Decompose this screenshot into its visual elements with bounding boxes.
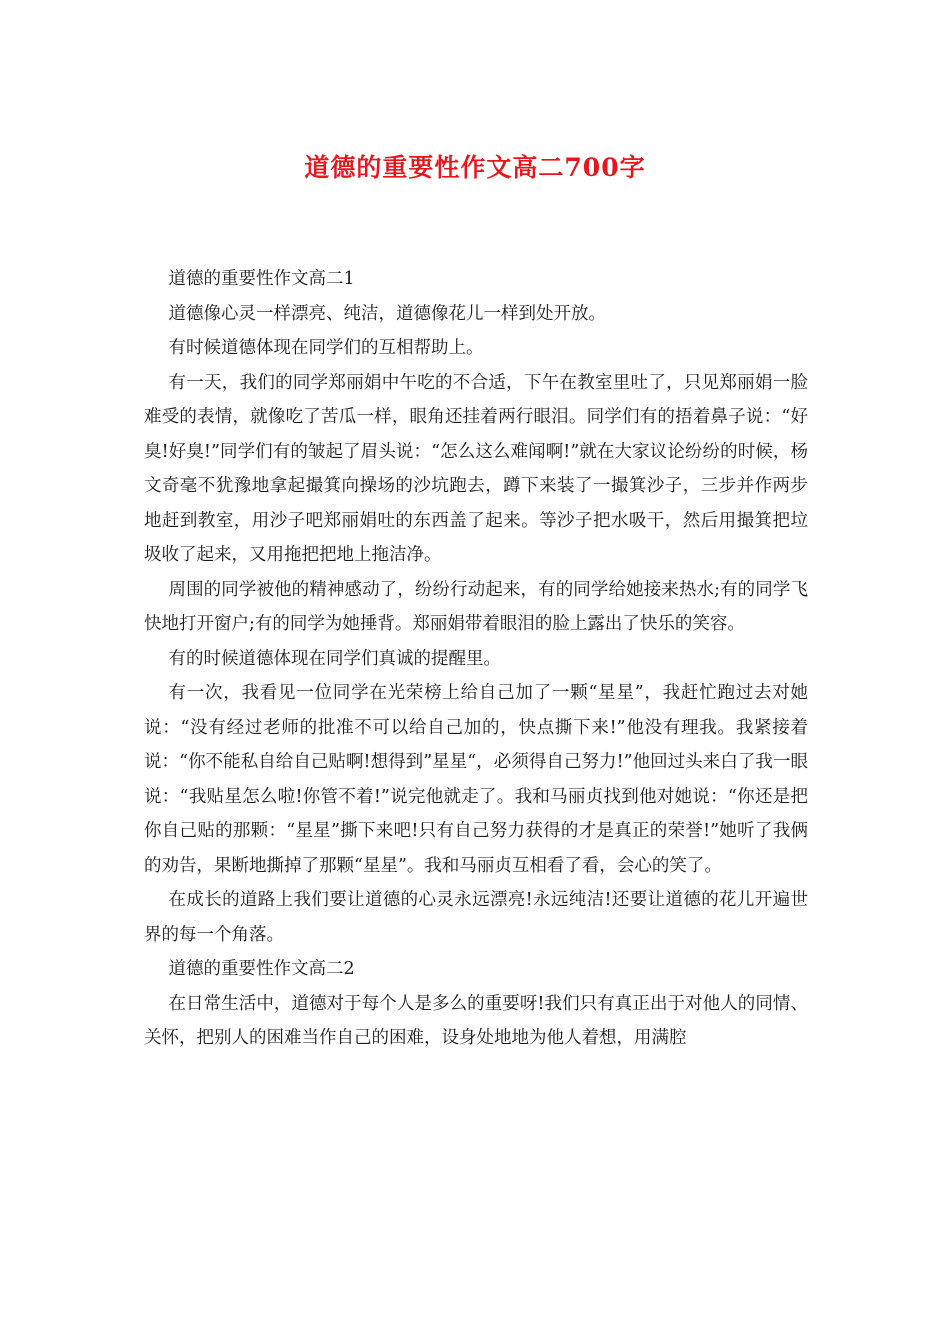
section-heading-2: 道德的重要性作文高二2 [168,959,355,979]
paragraph: 有的时候道德体现在同学们真诚的提醒里。 [168,648,501,669]
paragraph: 有一天，我们的同学郑丽娟中午吃的不合适，下午在教室里吐了，只见郑丽娟一脸难受的表情，就像吃了苦瓜一样，眼角还挂着两行眼泪。同学们有的捂着鼻子说：“好臭!好臭!”同学们有的皱起了眉头说：“怎么这么难闻啊!”就在大家议论纷纷的时候，杨文奇毫不犹豫地拿起撮箕向操场的沙坑跑去，蹲下来装了一撮箕沙子，三步并作两步地赶到教室，用沙子吧郑丽娟吐的东西盖了起来。等沙子把水吸干，然后用撮箕把垃圾收了起来，又用拖把把地上拖洁净。 [144,372,808,565]
paragraph: 有一次，我看见一位同学在光荣榜上给自己加了一颗“星星”，我赶忙跑过去对她说：“没有经过老师的批准不可以给自己加的，快点撕下来!”他没有理我。我紧接着说：“你不能私自给自己贴啊!想得到”星星“，必须得自己努力!”他回过头来白了我一眼说：“我贴星怎么啦!你管不着!”说完他就走了。我和马丽贞找到他对她说：“你还是把你自己贴的那颗：“星星”撕下来吧!只有自己努力获得的才是真正的荣誉!”她听了我俩的劝告，果断地撕掉了那颗“星星”。我和马丽贞互相看了看，会心的笑了。 [144,683,808,876]
paragraph: 道德像心灵一样漂亮、纯洁，道德像花儿一样到处开放。 [168,303,606,324]
paragraph: 周围的同学被他的精神感动了，纷纷行动起来，有的同学给她接来热水;有的同学飞快地打开窗户;有的同学为她捶背。郑丽娟带着眼泪的脸上露出了快乐的笑容。 [144,579,808,634]
paragraph: 在日常生活中，道德对于每个人是多么的重要呀!我们只有真正出于对他人的同情、关怀，把别人的困难当作自己的困难，设身处地地为他人着想，用满腔 [144,993,808,1048]
document-body [144,262,808,1056]
section-heading-1: 道德的重要性作文高二1 [168,269,355,289]
paragraph: 在成长的道路上我们要让道德的心灵永远漂亮!永远纯洁!还要让道德的花儿开遍世界的每一个角落。 [144,890,808,945]
paragraph: 有时候道德体现在同学们的互相帮助上。 [168,338,484,358]
document-title: 道德的重要性作文高二700字 [304,153,646,182]
